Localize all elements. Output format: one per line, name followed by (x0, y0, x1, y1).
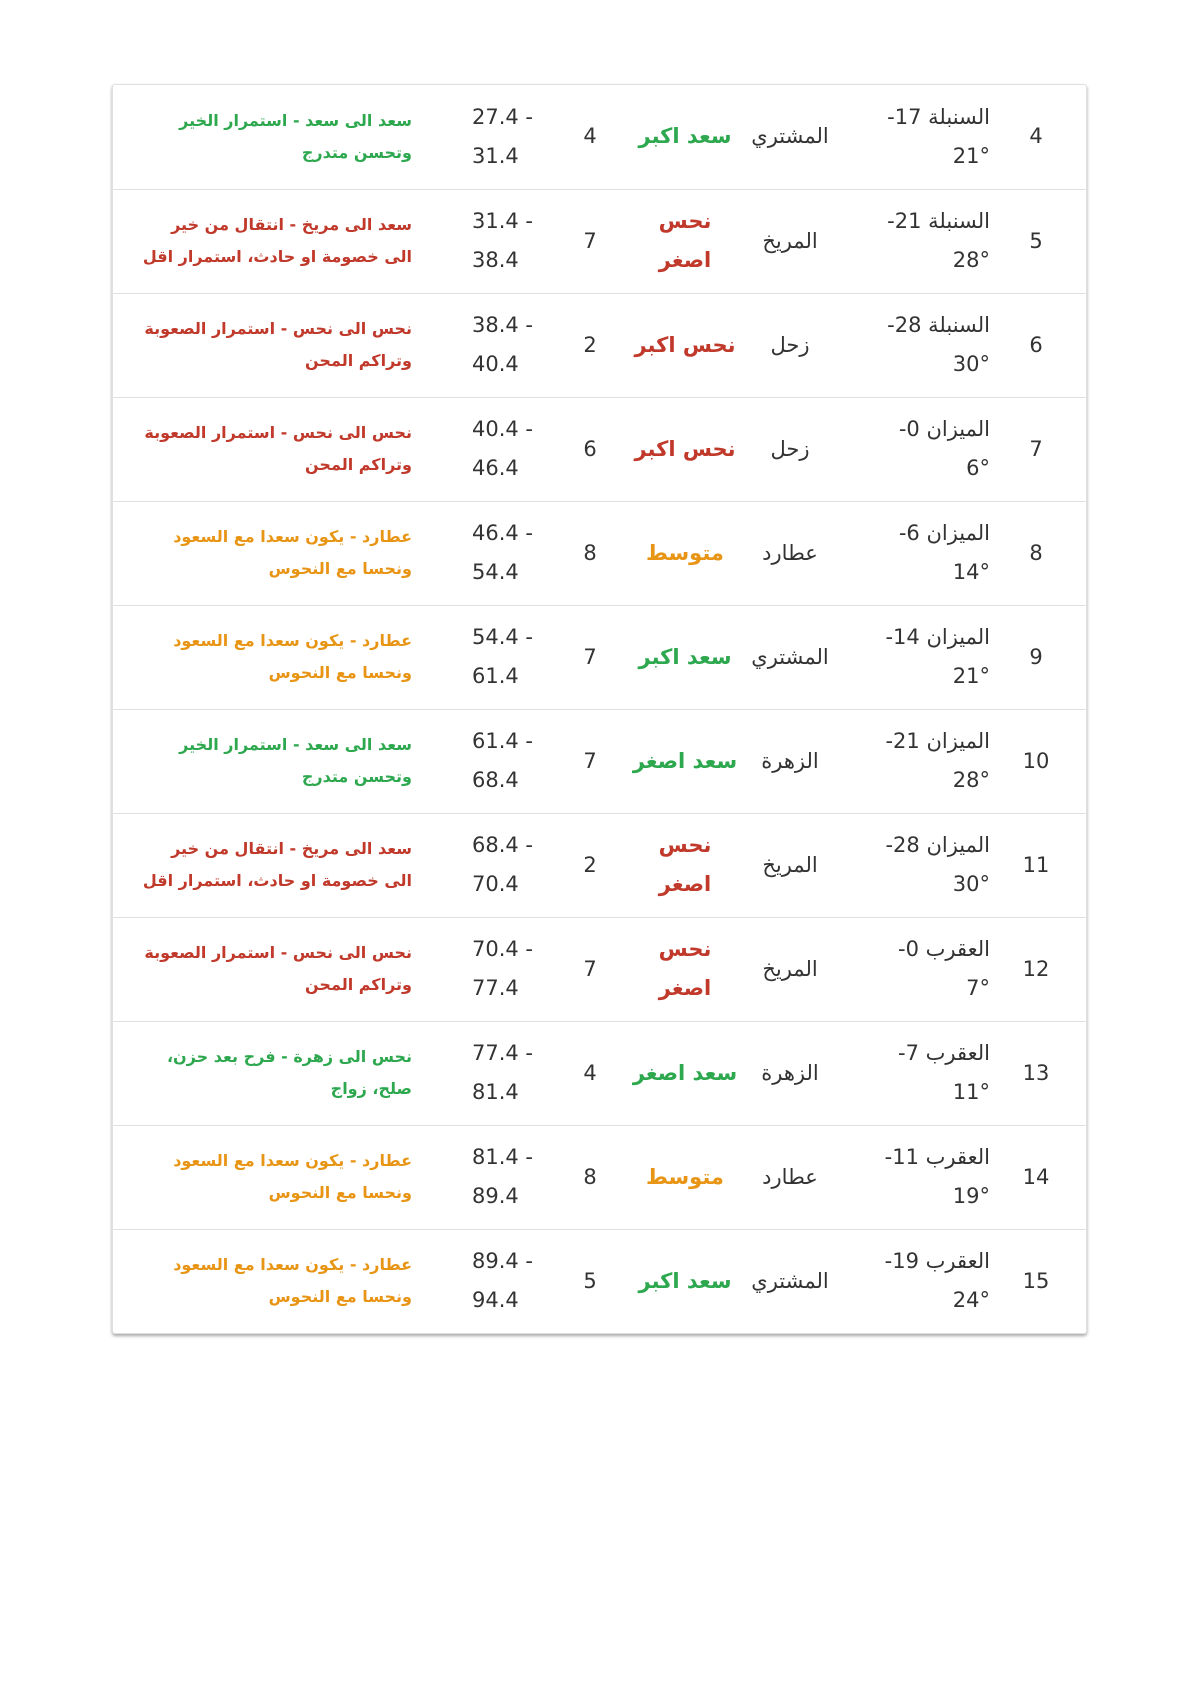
zodiac-range (840, 189, 996, 293)
duration-value: 4 (583, 124, 597, 149)
degree-start: 61.4 - (472, 729, 534, 753)
zodiac-range-end: 21° (952, 143, 990, 168)
zodiac-range (840, 501, 996, 605)
zodiac-range-start: العقرب 11- (884, 1145, 990, 1169)
row-index: 6 (1029, 332, 1043, 357)
degree-end: 77.4 (472, 976, 519, 1000)
zodiac-range-end: 21° (952, 664, 990, 688)
fortune-class: سعد اكبر (638, 1268, 732, 1293)
degree-start: 77.4 - (472, 1041, 534, 1065)
zodiac-range-end: 14° (952, 560, 990, 584)
row-index: 14 (1022, 1164, 1050, 1189)
degree-range (412, 709, 550, 813)
description-text: سعد الى مريخ - انتقال من خير الى خصومة او حادث، استمرار اقل (142, 215, 412, 266)
degree-start: 68.4 - (472, 833, 534, 857)
degree-end: 31.4 (472, 143, 519, 168)
zodiac-range-end: 30° (952, 352, 990, 376)
duration-value: 4 (583, 1060, 597, 1085)
description (113, 189, 412, 293)
row-index: 15 (1022, 1268, 1050, 1293)
zodiac-range-end: 11° (952, 1080, 990, 1104)
zodiac-range-start: الميزان 28- (885, 833, 990, 857)
degree-start: 40.4 - (472, 417, 534, 441)
description-text: سعد الى مريخ - انتقال من خير الى خصومة او حادث، استمرار اقل (142, 839, 412, 890)
zodiac-range-end: 19° (952, 1184, 990, 1208)
duration-value: 7 (583, 956, 597, 981)
planet-name: عطارد (762, 540, 818, 565)
degree-start: 31.4 - (472, 209, 534, 233)
description-text: عطارد - يكون سعدا مع السعود ونحسا مع النحوس (173, 1151, 412, 1202)
degree-end: 40.4 (472, 352, 519, 376)
fortune-class: نحس اصغر (658, 937, 712, 1000)
zodiac-range (840, 709, 996, 813)
degree-end: 70.4 (472, 872, 519, 896)
zodiac-range-end: 6° (966, 456, 990, 480)
zodiac-range (840, 293, 996, 397)
row-index: 5 (1029, 228, 1043, 253)
row-index: 8 (1029, 540, 1043, 565)
degree-end: 46.4 (472, 456, 519, 480)
planet-name: المشتري (751, 644, 829, 669)
description (113, 501, 412, 605)
fortune-class: سعد اصغر (632, 748, 738, 773)
description (113, 397, 412, 501)
table-row (113, 397, 1086, 501)
fortune-class: سعد اكبر (638, 644, 732, 669)
degree-start: 38.4 - (472, 313, 534, 337)
fortune-class: نحس اصغر (658, 833, 712, 896)
zodiac-range-end: 28° (952, 768, 990, 792)
row-index: 9 (1029, 644, 1043, 669)
degree-end: 68.4 (472, 768, 519, 792)
zodiac-range (840, 1021, 996, 1125)
row-index: 7 (1029, 436, 1043, 461)
degree-range (412, 501, 550, 605)
row-index: 11 (1022, 852, 1050, 877)
degree-range (412, 189, 550, 293)
description-text: سعد الى سعد - استمرار الخير وتحسن متدرج (179, 735, 412, 786)
description (113, 293, 412, 397)
degree-range (412, 605, 550, 709)
duration-value: 2 (583, 852, 597, 877)
row-index: 13 (1022, 1060, 1050, 1085)
zodiac-range-end: 7° (966, 976, 990, 1000)
degree-start: 89.4 - (472, 1249, 534, 1274)
zodiac-range (840, 1229, 996, 1333)
duration-value: 2 (583, 332, 597, 357)
row-index: 10 (1022, 748, 1050, 773)
degree-range (412, 917, 550, 1021)
description-text: عطارد - يكون سعدا مع السعود ونحسا مع النحوس (173, 631, 412, 682)
zodiac-range-end: 30° (952, 872, 990, 896)
fortune-class: سعد اكبر (638, 124, 732, 149)
table-row (113, 501, 1086, 605)
degree-end: 61.4 (472, 664, 519, 688)
fortune-class: نحس اكبر (634, 332, 736, 357)
planet-name: الزهرة (761, 1060, 819, 1085)
zodiac-range-end: 24° (952, 1288, 990, 1313)
description (113, 917, 412, 1021)
description-text: عطارد - يكون سعدا مع السعود ونحسا مع النحوس (173, 1255, 412, 1307)
zodiac-range (840, 605, 996, 709)
duration-value: 7 (583, 644, 597, 669)
degree-range (412, 813, 550, 917)
duration-value: 7 (583, 748, 597, 773)
description (113, 813, 412, 917)
description (113, 1021, 412, 1125)
description-text: نحس الى نحس - استمرار الصعوبة وتراكم المحن (144, 423, 412, 474)
degree-end: 94.4 (472, 1288, 519, 1313)
zodiac-range-start: العقرب 0- (898, 937, 990, 961)
description (113, 605, 412, 709)
planet-name: الزهرة (761, 748, 819, 773)
description (113, 1229, 412, 1333)
degree-start: 46.4 - (472, 521, 534, 545)
planet-name: زحل (770, 332, 810, 357)
table-row (113, 1229, 1086, 1333)
description-text: نحس الى نحس - استمرار الصعوبة وتراكم المحن (144, 943, 412, 994)
fortune-class: متوسط (646, 1164, 724, 1189)
description (113, 85, 412, 189)
duration-value: 6 (583, 436, 597, 461)
table-row (113, 293, 1086, 397)
degree-range (412, 85, 550, 189)
duration-value: 8 (583, 1164, 597, 1189)
degree-start: 54.4 - (472, 625, 534, 649)
planet-name: المشتري (751, 1268, 829, 1293)
zodiac-range-start: الميزان 21- (885, 729, 990, 753)
zodiac-range-start: الميزان 0- (898, 417, 990, 441)
degree-range (412, 293, 550, 397)
degree-end: 54.4 (472, 560, 519, 584)
zodiac-range-start: العقرب 7- (898, 1041, 990, 1065)
planet-name: زحل (770, 436, 810, 461)
zodiac-range-end: 28° (952, 248, 990, 272)
fortune-class: سعد اصغر (632, 1060, 738, 1085)
degree-end: 81.4 (472, 1080, 519, 1104)
table-row (113, 813, 1086, 917)
fortune-class: متوسط (646, 540, 724, 565)
table-row (113, 917, 1086, 1021)
duration-value: 5 (583, 1268, 597, 1293)
degree-start: 27.4 - (472, 104, 534, 129)
degree-range (412, 1229, 550, 1333)
description-text: نحس الى نحس - استمرار الصعوبة وتراكم المحن (144, 319, 412, 370)
fortune-class: نحس اصغر (658, 209, 712, 272)
row-index: 12 (1022, 956, 1050, 981)
zodiac-range-start: السنبلة 21- (887, 209, 990, 233)
zodiac-table (113, 85, 1086, 1333)
planet-name: عطارد (762, 1164, 818, 1189)
duration-value: 8 (583, 540, 597, 565)
zodiac-range (840, 813, 996, 917)
zodiac-range-start: الميزان 14- (885, 625, 990, 649)
duration-value: 7 (583, 228, 597, 253)
description-text: نحس الى زهرة - فرح بعد حزن، صلح، زواج (166, 1047, 412, 1098)
zodiac-table-card (112, 84, 1087, 1334)
table-row (113, 85, 1086, 189)
degree-end: 38.4 (472, 248, 519, 272)
table-row (113, 1021, 1086, 1125)
degree-end: 89.4 (472, 1184, 519, 1208)
zodiac-range (840, 917, 996, 1021)
table-row (113, 605, 1086, 709)
description (113, 709, 412, 813)
planet-name: المريخ (762, 956, 818, 981)
table-row (113, 709, 1086, 813)
table-row (113, 189, 1086, 293)
planet-name: المريخ (762, 228, 818, 253)
zodiac-range-start: الميزان 6- (898, 521, 990, 545)
zodiac-range (840, 397, 996, 501)
degree-range (412, 1021, 550, 1125)
planet-name: المشتري (751, 124, 829, 149)
degree-range (412, 397, 550, 501)
row-index: 4 (1029, 124, 1043, 149)
degree-start: 81.4 - (472, 1145, 534, 1169)
zodiac-range-start: السنبلة 17- (887, 104, 990, 129)
zodiac-range-start: السنبلة 28- (887, 313, 990, 337)
degree-range (412, 1125, 550, 1229)
zodiac-range (840, 1125, 996, 1229)
description-text: سعد الى سعد - استمرار الخير وتحسن متدرج (179, 110, 412, 162)
description-text: عطارد - يكون سعدا مع السعود ونحسا مع النحوس (173, 527, 412, 578)
planet-name: المريخ (762, 852, 818, 877)
zodiac-range-start: العقرب 19- (884, 1249, 990, 1274)
table-body (113, 85, 1086, 1333)
description (113, 1125, 412, 1229)
zodiac-range (840, 85, 996, 189)
fortune-class: نحس اكبر (634, 436, 736, 461)
degree-start: 70.4 - (472, 937, 534, 961)
table-row (113, 1125, 1086, 1229)
